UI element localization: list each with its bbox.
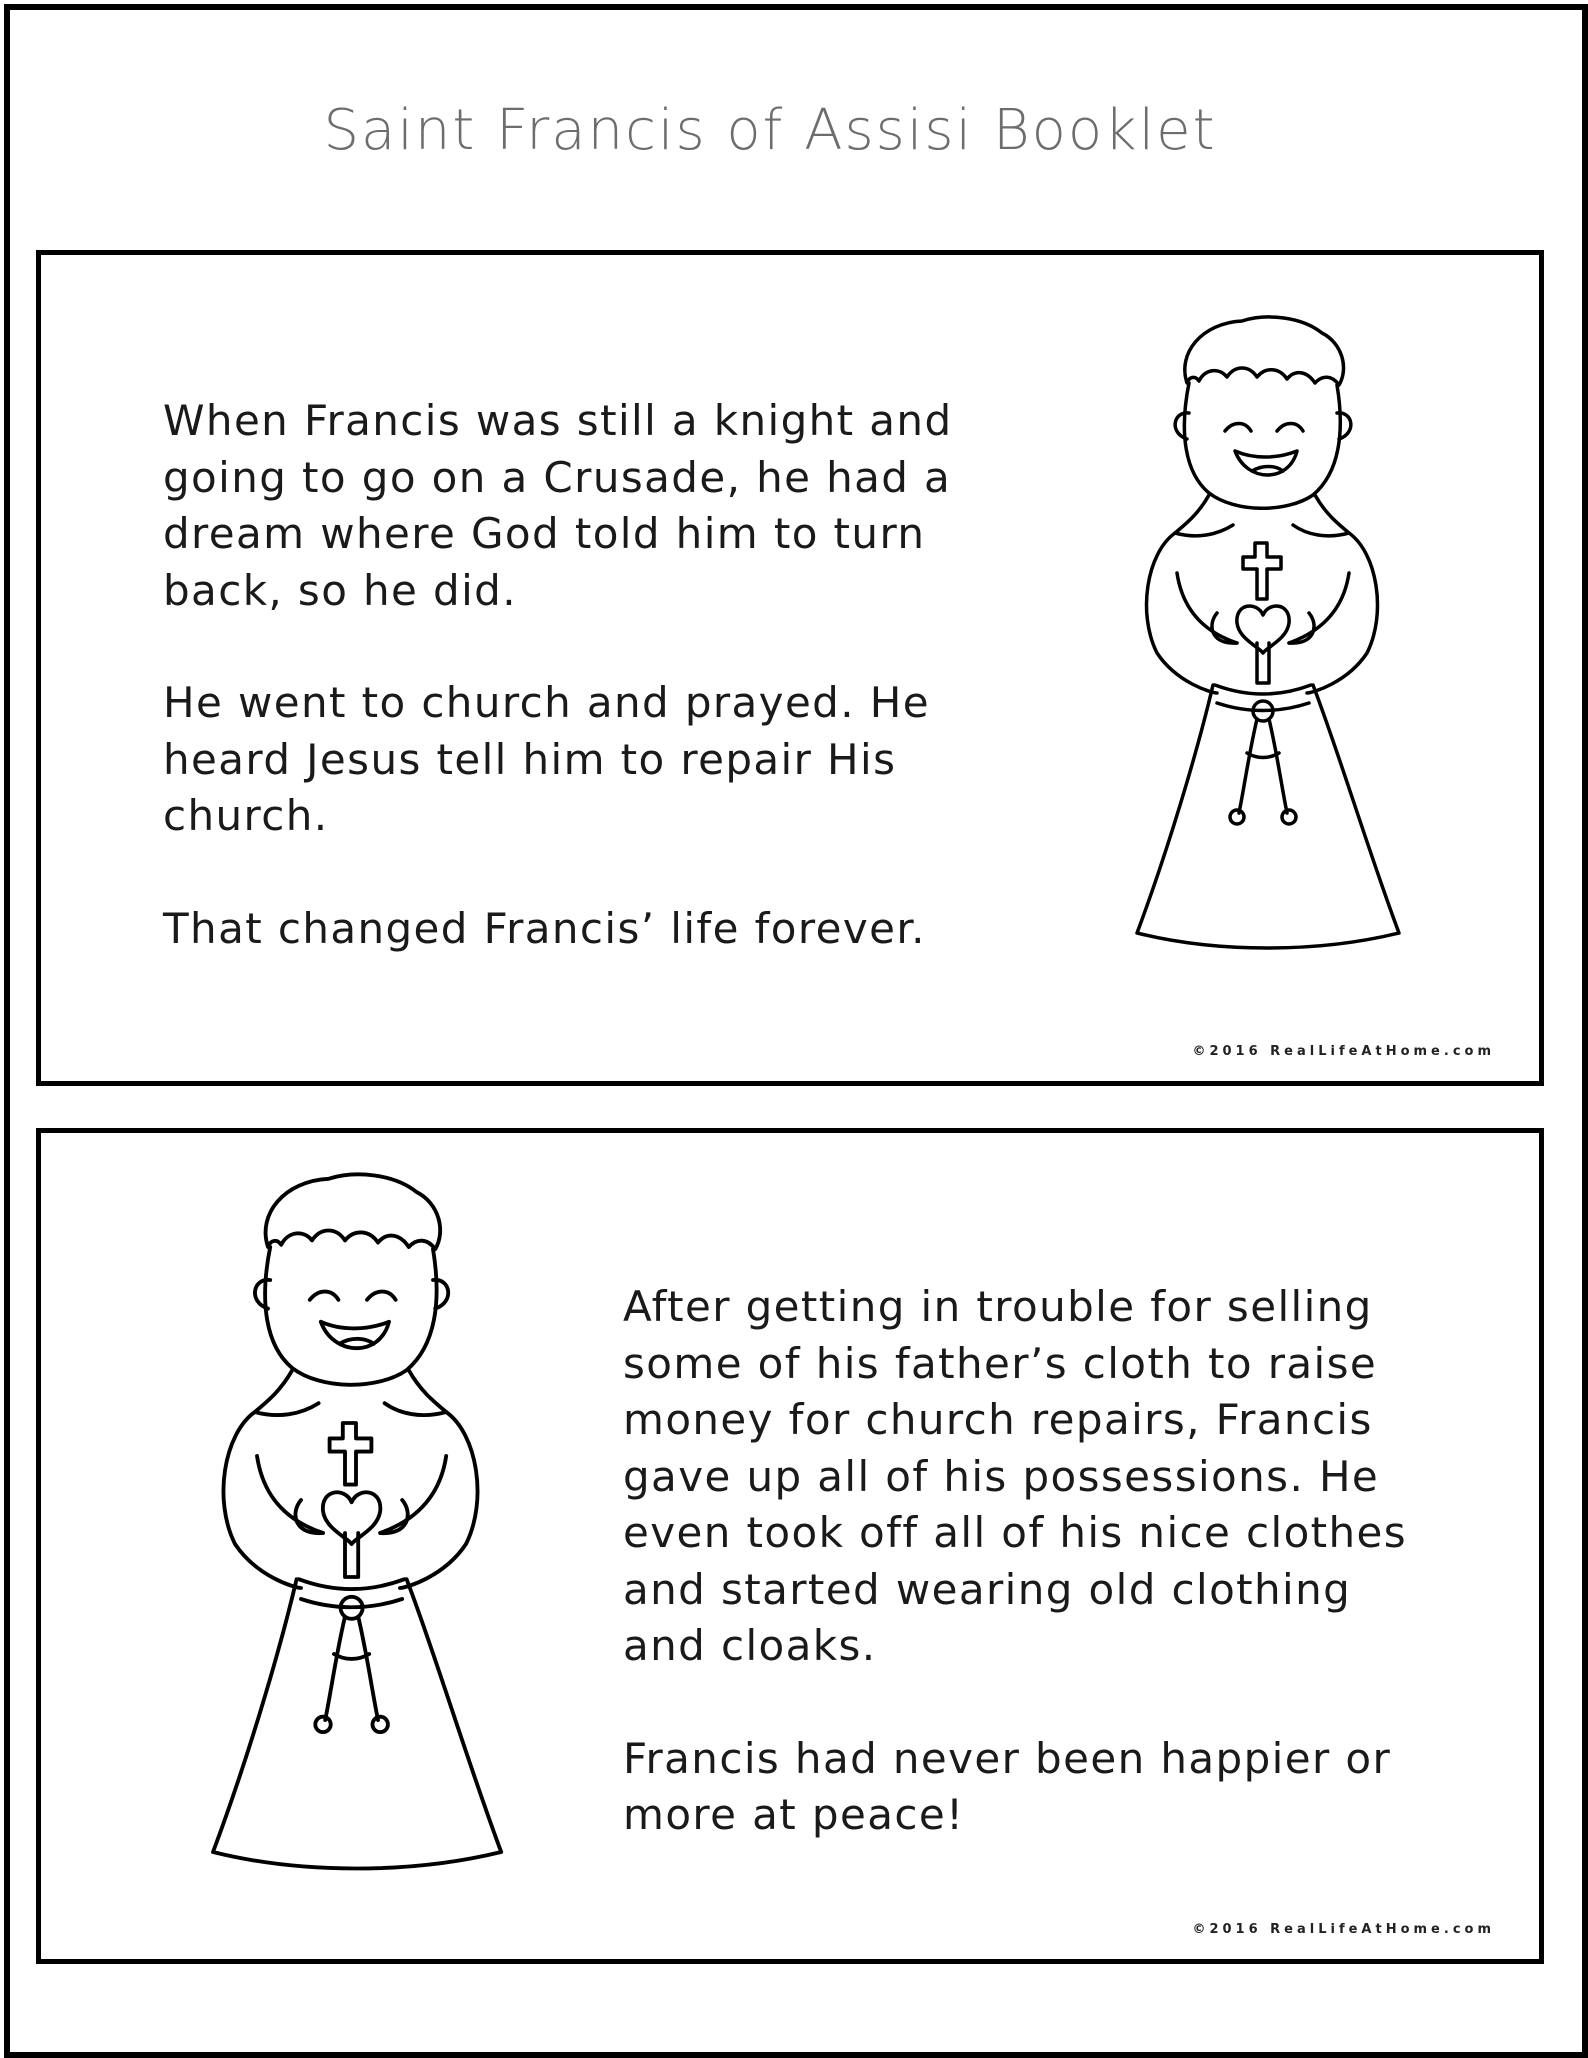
booklet-page-1 — [36, 250, 1544, 1086]
copyright-notice: ©2016 RealLifeAtHome.com — [1192, 1922, 1495, 1937]
page-1-paragraph-3: That changed Francis’ life forever. — [163, 903, 926, 953]
page-1-paragraph-2: He went to church and prayed. He heard Jesus tell him to repair His church. — [163, 678, 930, 840]
saint-francis-figure-icon — [1117, 313, 1417, 953]
page-title: Saint Francis of Assisi Booklet — [323, 98, 1217, 163]
page-1-paragraph-1: When Francis was still a knight and going to go on a Crusade, he had a dream where God told him to turn back, so he did. — [163, 396, 953, 615]
page-2-text — [623, 1279, 1503, 1900]
page-1-text — [163, 393, 1043, 1013]
booklet-page-2 — [36, 1128, 1544, 1964]
saint-francis-figure-icon — [191, 1167, 521, 1877]
copyright-notice: ©2016 RealLifeAtHome.com — [1192, 1044, 1495, 1059]
page-2-paragraph-2: Francis had never been happier or more at peace! — [623, 1733, 1392, 1839]
page-2-paragraph-1: After getting in trouble for selling some of his father’s cloth to raise money for church repairs, Francis gave up all of his possessions. He even took off all of his nice clothes and started wearing old clothing and cloaks. — [623, 1282, 1408, 1670]
